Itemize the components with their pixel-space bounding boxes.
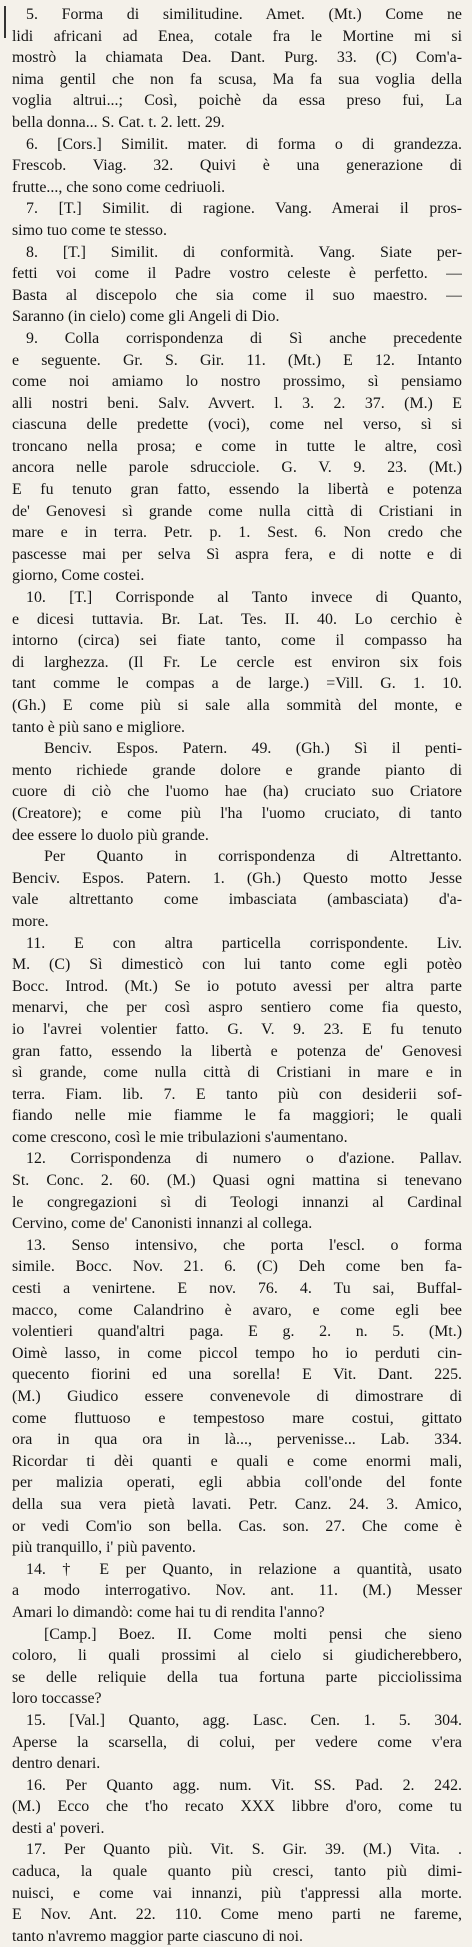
entry-line: E fu tenuto gran fatto, essendo la libertà e potenza [12,481,462,499]
margin-rule [4,6,6,38]
entry-line: 14. † E per Quanto, in relazione a quantità, usato [26,1560,462,1578]
entry-line: more. [12,912,49,930]
entry-line: caduca, la quale quanto più cresci, tanto più dimi- [12,1863,462,1881]
entry-line: or vedi Com'io son bella. Cas. son. 27. Che come è [12,1517,462,1535]
entry-line: più tranquillo, i' più pavento. [12,1539,196,1557]
dictionary-entry [12,4,462,134]
entry-line: frutte..., che sono come cedriuoli. [12,178,226,196]
entry-line: 13. Senso intensivo, che porta l'escl. o forma [26,1236,462,1254]
entry-line: terra. Fiam. lib. 7. E tanto più con desiderii sof- [12,1085,462,1103]
entry-line: lidi africani ad Enea, cotale fra le Mortine mi si [12,27,462,45]
entry-line: giorno, Come costei. [12,567,145,585]
entry-line: M. (C) Sì dimesticò con lui tanto come egli potèo [12,956,462,974]
entry-line: se delle reliquie della tua fortuna parte picciolissima [12,1668,462,1686]
entry-line: macco, come Calandrino è avaro, e come egli bee [12,1301,462,1319]
entry-line: come fluttuoso e tempestoso mare costui, gittato [12,1409,462,1427]
entry-line: Cervino, come de' Canonisti innanzi al collega. [12,1215,313,1233]
dictionary-entry [12,738,462,846]
entry-line: ciascuna delle predette (voci), come nel verso, sì si [12,416,462,434]
entry-line: le congregazioni sì di Teologi innanzi al Cardinal [12,1193,462,1211]
dictionary-entry [12,134,462,199]
entry-line: e dicesi tuttavia. Br. Lat. Tes. II. 40. Lo cerchio è [12,610,462,628]
entry-line: simo tuo come te stesso. [12,221,167,239]
entry-line: 6. [Cors.] Similit. mater. di forma o di grandezza. [26,135,462,153]
entry-line: coloro, li quali prossimi al cielo si giudicherebbero, [12,1647,462,1665]
dictionary-entry [12,1235,462,1559]
entry-line: fetti voi come il Padre vostro celeste è perfetto. — [12,265,462,283]
entry-line: e seguente. Gr. S. Gir. 11. (Mt.) E 12. Intanto [12,351,462,369]
entry-line: Bocc. Introd. (Mt.) Se io potuto avessi per altra parte [12,977,462,995]
entry-line: mostrò la chiamata Dea. Dant. Purg. 33. (C) Com'a- [12,49,462,67]
entry-line: Aperse la scarsella, di colui, per vedere come v'era [12,1733,462,1751]
dictionary-entry [12,198,462,241]
entry-line: 8. [T.] Similit. di conformità. Vang. Siate per- [26,243,462,261]
entry-line: intorno (circa) sei fiate tanto, come il compasso ha [12,632,462,650]
dictionary-entry [12,933,462,1149]
entry-line: pascesse mai per selva Sì aspra fera, e di notte e di [12,545,462,563]
entries-column [12,4,462,1947]
entry-line: loro toccasse? [12,1690,102,1708]
entry-line: E Nov. Ant. 22. 110. Come meno parti ne fareme, [12,1906,462,1924]
entry-line: 11. E con altra particella corrispondente. Liv. [26,934,462,952]
dictionary-entry [12,328,462,587]
entry-line: come crescono, così le mie tribulazioni s'aumentano. [12,1128,348,1146]
dictionary-entry [12,1559,462,1624]
entry-line: dentro denari. [12,1755,101,1773]
entry-line: Frescob. Viag. 32. Quivi è una generazione di [12,157,462,175]
entry-line: de' Genovesi sì grande come nulla città di Cristiani in [12,502,462,520]
entry-line: io l'avrei volentier fatto. G. V. 9. 23. E fu tenuto [12,1020,462,1038]
entry-line: desti a' poveri. [12,1819,105,1837]
entry-line: ora in qua ora in là..., pervenisse... Lab. 334. [12,1431,462,1449]
entry-line: Amari lo dimandò: come hai tu di rendita l'anno? [12,1603,325,1621]
entry-line: fiando nelle mie fiamme le fa maggiori; le quali [12,1107,462,1125]
entry-line: Saranno (in cielo) come gli Angeli di Dio. [12,308,280,326]
entry-line: a modo interrogativo. Nov. ant. 11. (M.) Messer [12,1582,462,1600]
entry-line: 15. [Val.] Quanto, agg. Lasc. Cen. 1. 5. 304. [26,1711,462,1729]
entry-line: della sua vera pietà lavati. Petr. Canz. 24. 3. Amico, [12,1495,462,1513]
dictionary-entry [12,846,462,932]
entry-line: 7. [T.] Similit. di ragione. Vang. Amerai il pros- [26,200,462,218]
entry-line: 9. Colla corrispondenza di Sì anche precedente [26,329,462,347]
entry-line: Ricordar ti dèi quanti e quali e come enormi mali, [12,1452,462,1470]
entry-line: volentieri quand'altri paga. E g. 2. n. 5. (Mt.) [12,1323,462,1341]
entry-line: Benciv. Espos. Patern. 49. (Gh.) Sì il penti- [44,740,462,758]
entry-line: tant comme le compas a de large.) =Vill. G. 1. 10. [12,675,462,693]
entry-line: come noi amiamo lo nostro prossimo, sì pensiamo [12,373,462,391]
entry-line: gran fatto, essendo la libertà e potenza de' Genovesi [12,1042,462,1060]
entry-line: troncano nella prosa; e come in tutte le altre, così [12,437,462,455]
entry-line: mare e in terra. Petr. p. 1. Sest. 6. Non credo che [12,524,462,542]
entry-line: nuisci, e come vai innanzi, più t'appressi alla morte. [12,1884,462,1902]
entry-line: Basta al discepolo che sia come il suo maestro. — [12,286,462,304]
entry-line: dee essere lo duolo più grande. [12,826,209,844]
entry-line: cesti a venirtene. E nov. 76. 4. Tu sai, Buffal- [12,1280,462,1298]
entry-line: menarvi, che per così aspro sentiero come fia questo, [12,999,462,1017]
dictionary-entry [12,1775,462,1840]
entry-line: sì grande, come nulla città di Cristiani in mare e in [12,1064,462,1082]
entry-line: (Gh.) E come più si sale alla sommità del monte, e [12,697,462,714]
entry-line: vale altrettanto come imbasciata (ambasciata) d'a- [12,891,462,909]
entry-line: cuore di ciò che l'uomo hae (ha) cruciato suo Criatore [12,783,462,801]
entry-line: di larghezza. (Il Fr. Le cercle est environ six fois [12,653,462,671]
entry-line: per malizia operati, egli abbia coll'onde del fonte [12,1474,462,1492]
dictionary-entry [12,1839,462,1947]
entry-line: Per Quanto in corrispondenza di Altrettanto. [44,848,462,866]
dictionary-entry [12,1710,462,1775]
dictionary-entry [12,587,462,738]
entry-line: Benciv. Espos. Patern. 1. (Gh.) Questo motto Jesse [12,869,462,887]
entry-line: ancora nelle parole sdrucciole. G. V. 9. 23. (Mt.) [12,459,462,477]
entry-line: quecento fiorini ed una sorella! E Vit. Dant. 225. [12,1366,462,1384]
dictionary-entry [12,1624,462,1710]
entry-line: mento richiede grande dolore e grande pianto di [12,761,462,779]
entry-line: Oimè lasso, in come piccol tempo ho io perduti cin- [12,1344,462,1362]
dictionary-entry [12,242,462,328]
entry-line: (M.) Giudico essere convenevole di dimostrare di [12,1388,462,1405]
entry-line: [Camp.] Boez. II. Come molti pensi che sieno [44,1625,462,1643]
entry-line: St. Conc. 2. 60. (M.) Quasi ogni mattina si tenevano [12,1172,462,1190]
entry-line: 16. Per Quanto agg. num. Vit. SS. Pad. 2. 242. [26,1776,462,1794]
entry-line: simile. Bocc. Nov. 21. 6. (C) Deh come ben fa- [12,1258,462,1276]
entry-line: tanto è più sano e migliore. [12,718,185,736]
entry-line: (M.) Ecco che t'ho recato XXX libbre d'oro, come tu [12,1798,462,1816]
entry-line: 5. Forma di similitudine. Amet. (Mt.) Come ne [26,6,462,23]
entry-line: (Creatore); e come più l'ha l'uomo cruciato, di tanto [12,804,462,822]
entry-line: nima gentil che non fa scusa, Ma fa sua voglia della [12,70,462,88]
entry-line: alli nostri beni. Salv. Avvert. l. 3. 2. 37. (M.) E [12,394,462,412]
entry-line: 10. [T.] Corrisponde al Tanto invece di Quanto, [26,589,462,607]
entry-line: tanto n'avremo maggior parte ciascuno di noi. [12,1927,304,1945]
entry-line: bella donna... S. Cat. t. 2. lett. 29. [12,113,225,131]
entry-line: 12. Corrispondenza di numero o d'azione. Pallav. [26,1150,462,1168]
entry-line: voglia altrui...; Così, poichè da essa preso fui, La [12,92,462,110]
dictionary-entry [12,1148,462,1234]
entry-line: 17. Per Quanto più. Vit. S. Gir. 39. (M.) Vita. . [26,1841,462,1859]
